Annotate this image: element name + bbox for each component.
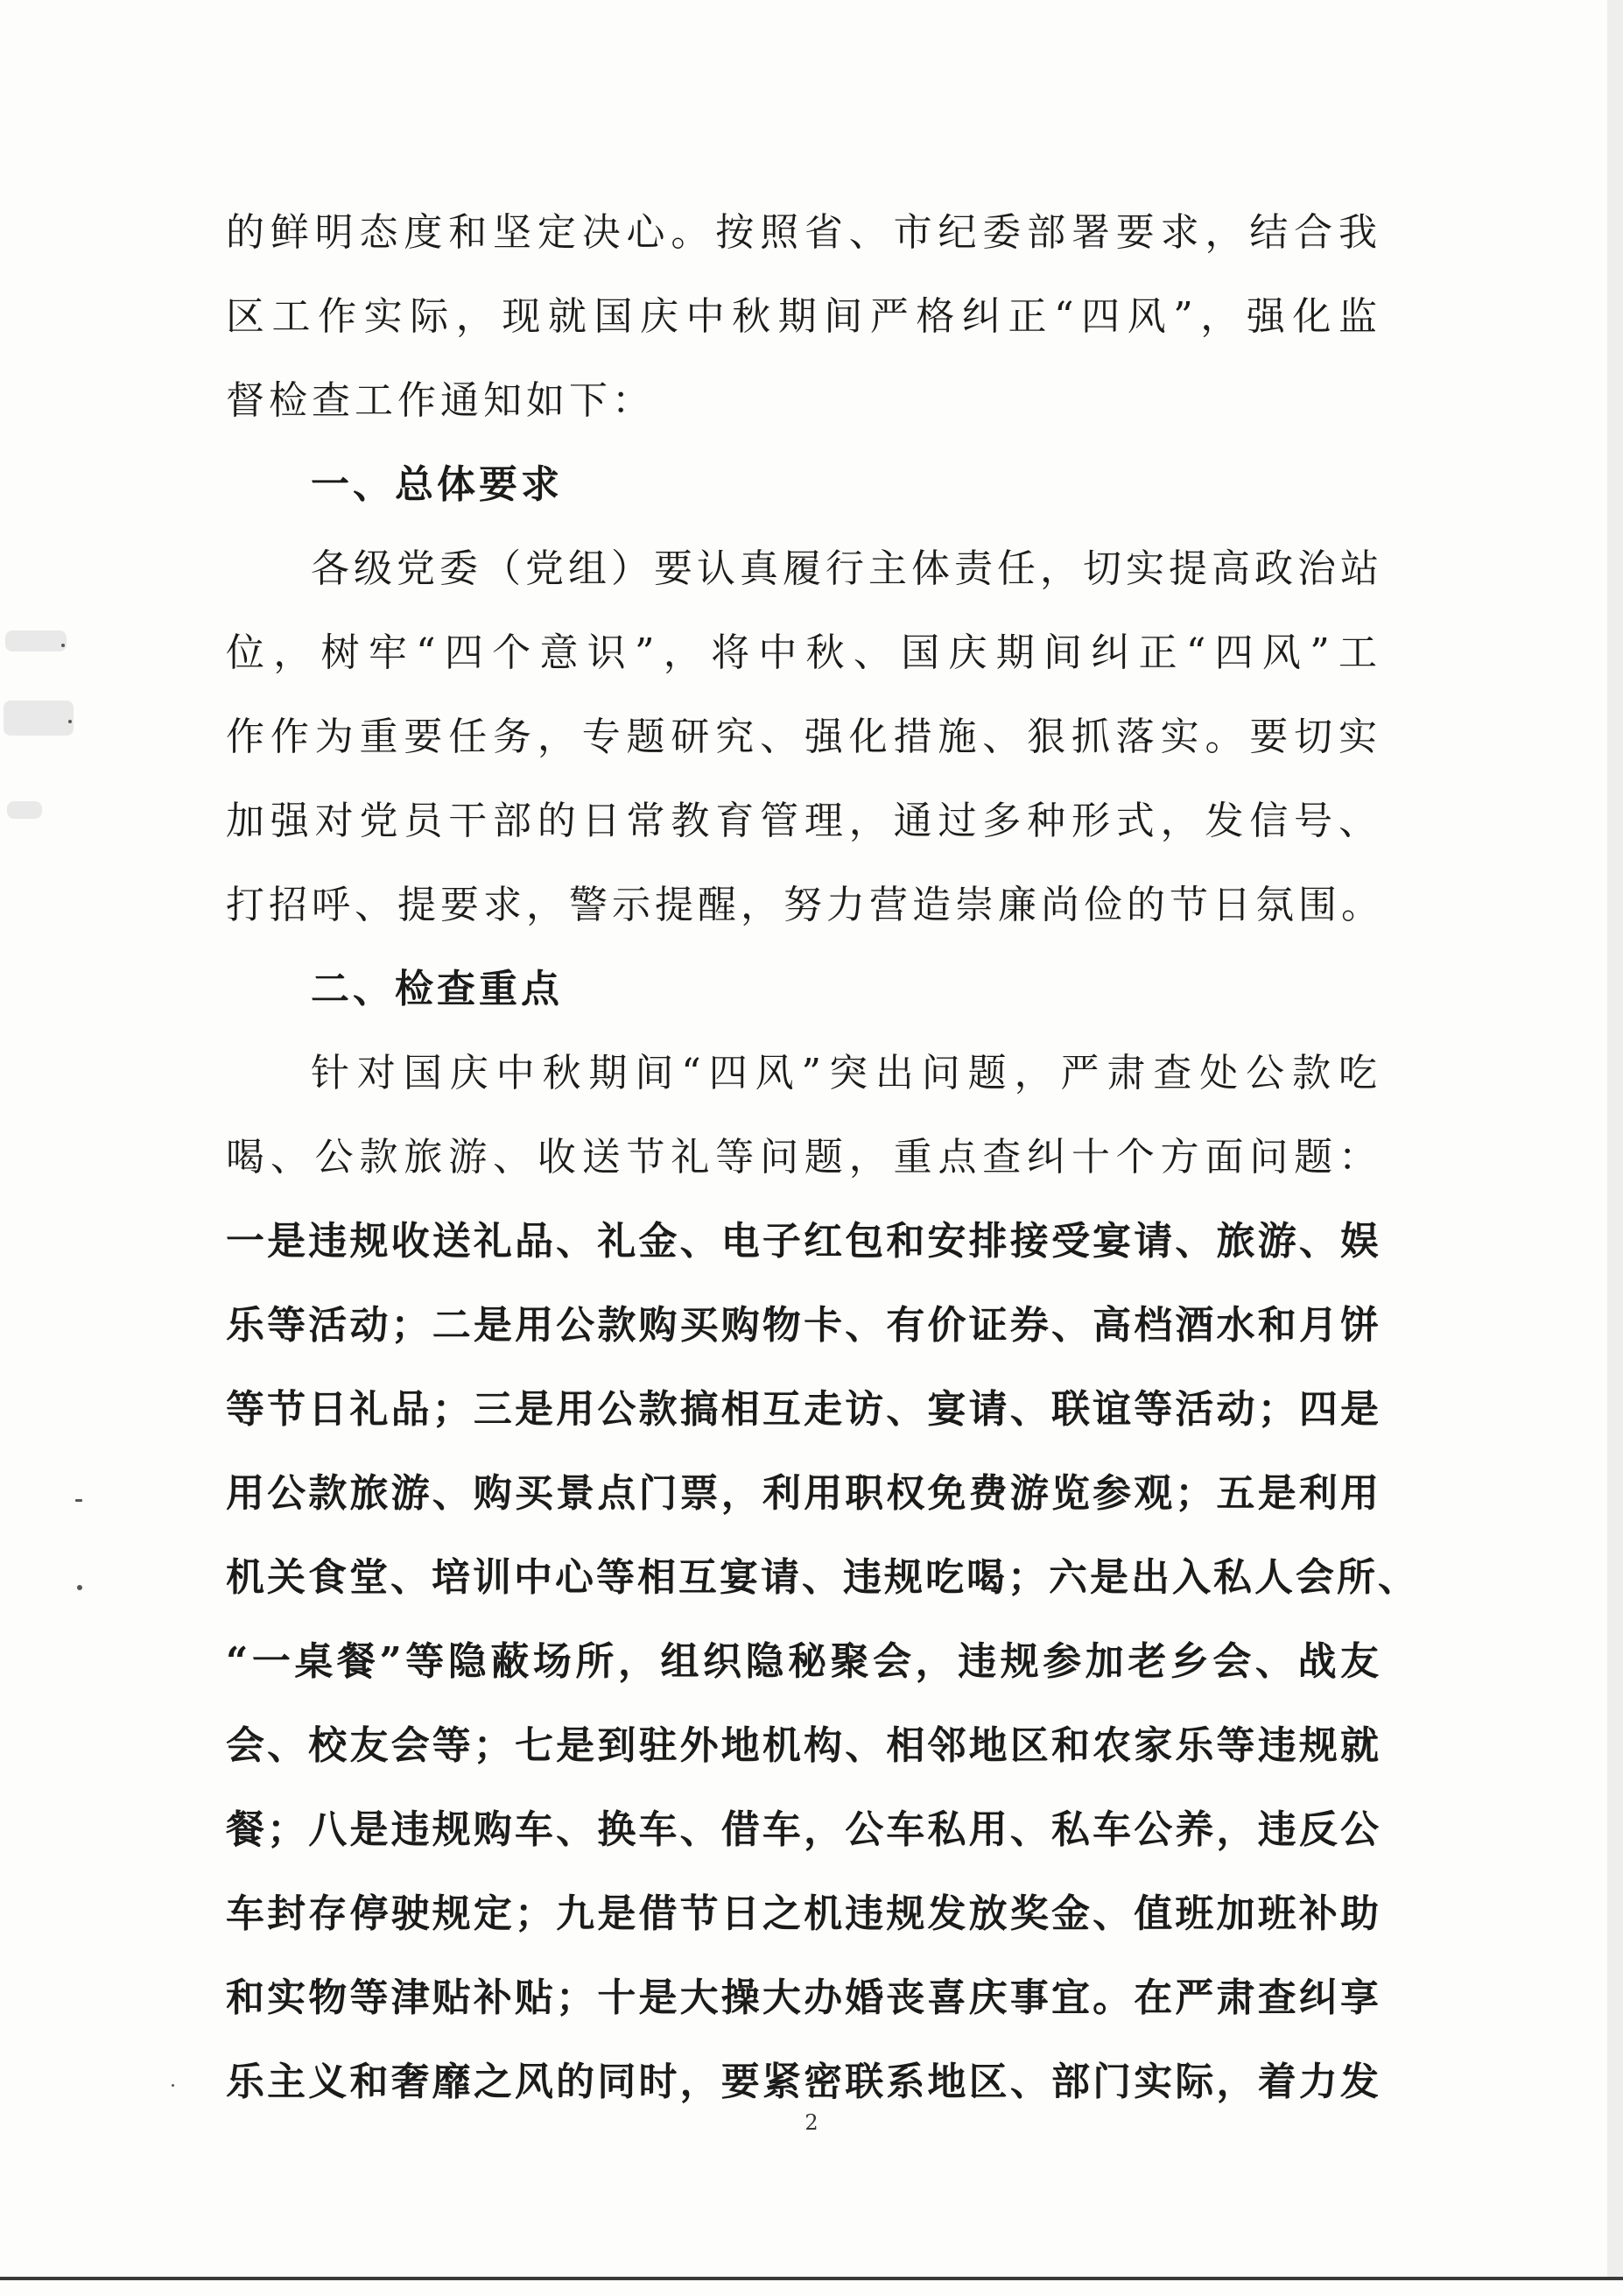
- body-line: 作作为重要任务，专题研究、强化措施、狠抓落实。要切实: [226, 715, 1381, 759]
- body-line-bold: 车封存停驶规定；九是借节日之机违规发放奖金、值班加班补助: [226, 1891, 1381, 1936]
- scan-speck: [61, 644, 65, 647]
- body-line-bold: 乐等活动；二是用公款购买购物卡、有价证券、高档酒水和月饼: [226, 1303, 1381, 1348]
- page-number: 2: [804, 2110, 819, 2135]
- body-line-bold: 乐主义和奢靡之风的同时，要紧密联系地区、部门实际，着力发: [226, 2060, 1381, 2104]
- body-line-bold: 用公款旅游、购买景点门票，利用职权免费游览参观；五是利用: [226, 1471, 1381, 1516]
- scan-smudge: [4, 701, 74, 736]
- scan-speck: [68, 720, 72, 723]
- body-line-bold: 餐；八是违规购车、换车、借车，公车私用、私车公养，违反公: [226, 1807, 1381, 1852]
- scan-speck: [75, 1499, 82, 1502]
- body-line: 的鲜明态度和坚定决心。按照省、市纪委部署要求，结合我: [226, 210, 1381, 255]
- section-heading-1: 一、总体要求: [311, 462, 563, 507]
- scan-smudge: [7, 801, 42, 819]
- body-line-bold: 会、校友会等；七是到驻外地机构、相邻地区和农家乐等违规就: [226, 1723, 1381, 1768]
- body-line: 督检查工作通知如下：: [226, 378, 655, 423]
- body-line: 打招呼、提要求，警示提醒，努力营造崇廉尚俭的节日氛围。: [226, 883, 1384, 927]
- body-line: 位，树牢“四个意识”，将中秋、国庆期间纠正“四风”工: [226, 630, 1381, 675]
- scan-speck: [77, 1585, 82, 1590]
- body-line: 各级党委（党组）要认真履行主体责任，切实提高政治站: [311, 546, 1383, 591]
- body-line-bold: 和实物等津贴补贴；十是大操大办婚丧喜庆事宜。在严肃查纠享: [226, 1976, 1381, 2020]
- body-line-bold: 一是违规收送礼品、礼金、电子红包和安排接受宴请、旅游、娱: [226, 1219, 1381, 1264]
- body-line-bold: 机关食堂、培训中心等相互宴请、违规吃喝；六是出入私人会所、: [226, 1555, 1419, 1600]
- section-heading-2: 二、检查重点: [311, 967, 563, 1011]
- document-body: [226, 191, 1419, 2124]
- scan-edge-bottom: [0, 2277, 1623, 2280]
- body-line: 针对国庆中秋期间“四风”突出问题，严肃查处公款吃: [311, 1051, 1381, 1095]
- scan-speck: [172, 2084, 174, 2087]
- body-line-bold: “一桌餐”等隐蔽场所，组织隐秘聚会，违规参加老乡会、战友: [226, 1639, 1381, 1684]
- body-line-bold: 等节日礼品；三是用公款搞相互走访、宴请、联谊等活动；四是: [226, 1387, 1381, 1432]
- body-line: 加强对党员干部的日常教育管理，通过多种形式，发信号、: [226, 799, 1381, 843]
- body-line: 区工作实际，现就国庆中秋期间严格纠正“四风”，强化监: [226, 294, 1381, 339]
- scan-edge-right: [1607, 0, 1623, 2277]
- scan-smudge: [5, 630, 67, 651]
- body-line: 喝、公款旅游、收送节礼等问题，重点查纠十个方面问题：: [226, 1135, 1381, 1180]
